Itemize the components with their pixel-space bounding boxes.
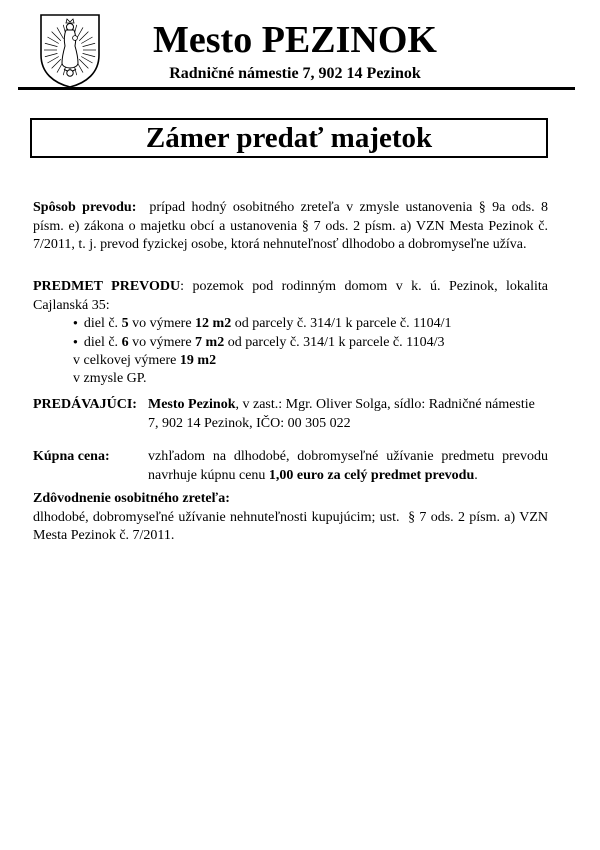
org-name: Mesto PEZINOK <box>153 19 437 61</box>
predavajuci-label: PREDÁVAJÚCI: <box>33 397 137 412</box>
section-zdovodnenie <box>33 490 548 546</box>
parcel-list-item: ● diel č. 6 vo výmere 7 m2 od parcely č. 314/1 k parcele č. 1104/3 <box>73 334 548 353</box>
header-divider <box>18 87 575 90</box>
document-title-box <box>30 118 548 158</box>
section-predmet-prevodu <box>33 278 548 387</box>
kupna-cena-label: Kúpna cena: <box>33 449 110 464</box>
gp-note-line: v zmysle GP. <box>73 370 147 386</box>
parcel-list <box>73 315 548 352</box>
parcel-list-item: ● diel č. 5 vo výmere 12 m2 od parcely č. 314/1 k parcele č. 1104/1 <box>73 315 548 334</box>
pezinok-coat-of-arms-icon <box>39 13 101 89</box>
kupna-cena-value: vzhľadom na dlhodobé, dobromyseľné užívanie predmetu prevodu navrhuje kúpnu cenu 1,00 euro za celý predmet prevodu. <box>148 449 548 483</box>
sposob-prevodu-text: prípad hodný osobitného zreteľa v zmysle ustanovenia § 9a ods. 8 písm. e) zákona o majetku obcí a ustanovenia § 7 ods. 2 písm. a) VZN Mesta Pezinok č. 7/2011, t. j. prevod fyzickej osobe, ktorá nehnuteľnosť dlhodobo a dobromyseľne užíva. <box>33 200 548 252</box>
predmet-prevodu-heading <box>33 278 548 315</box>
total-area-line: v celkovej výmere 19 m2 <box>73 353 217 368</box>
zdovodnenie-text: dlhodobé, dobromyseľné užívanie nehnuteľnosti kupujúcim; ust. § 7 ods. 2 písm. a) VZN Mesta Pezinok č. 7/2011. <box>33 509 548 543</box>
section-sposob-prevodu <box>33 199 548 255</box>
org-address: Radničné námestie 7, 902 14 Pezinok <box>169 65 421 82</box>
zdovodnenie-label: Zdôvodnenie osobitného zreteľa: <box>33 491 230 506</box>
predmet-prevodu-label: PREDMET PREVODU <box>33 279 181 294</box>
letterhead <box>100 18 490 84</box>
document-title: Zámer predať majetok <box>145 121 433 154</box>
section-predavajuci <box>33 396 548 433</box>
section-kupna-cena <box>33 448 548 485</box>
predavajuci-value: Mesto Pezinok, v zast.: Mgr. Oliver Solga, sídlo: Radničné námestie 7, 902 14 Pezinok, IČO: 00 305 022 <box>148 397 535 431</box>
sposob-prevodu-label: Spôsob prevodu: <box>33 200 137 215</box>
predmet-prevodu-text: : pozemok pod rodinným domom v k. ú. Pezinok, lokalita Cajlanská 35: <box>33 279 548 313</box>
